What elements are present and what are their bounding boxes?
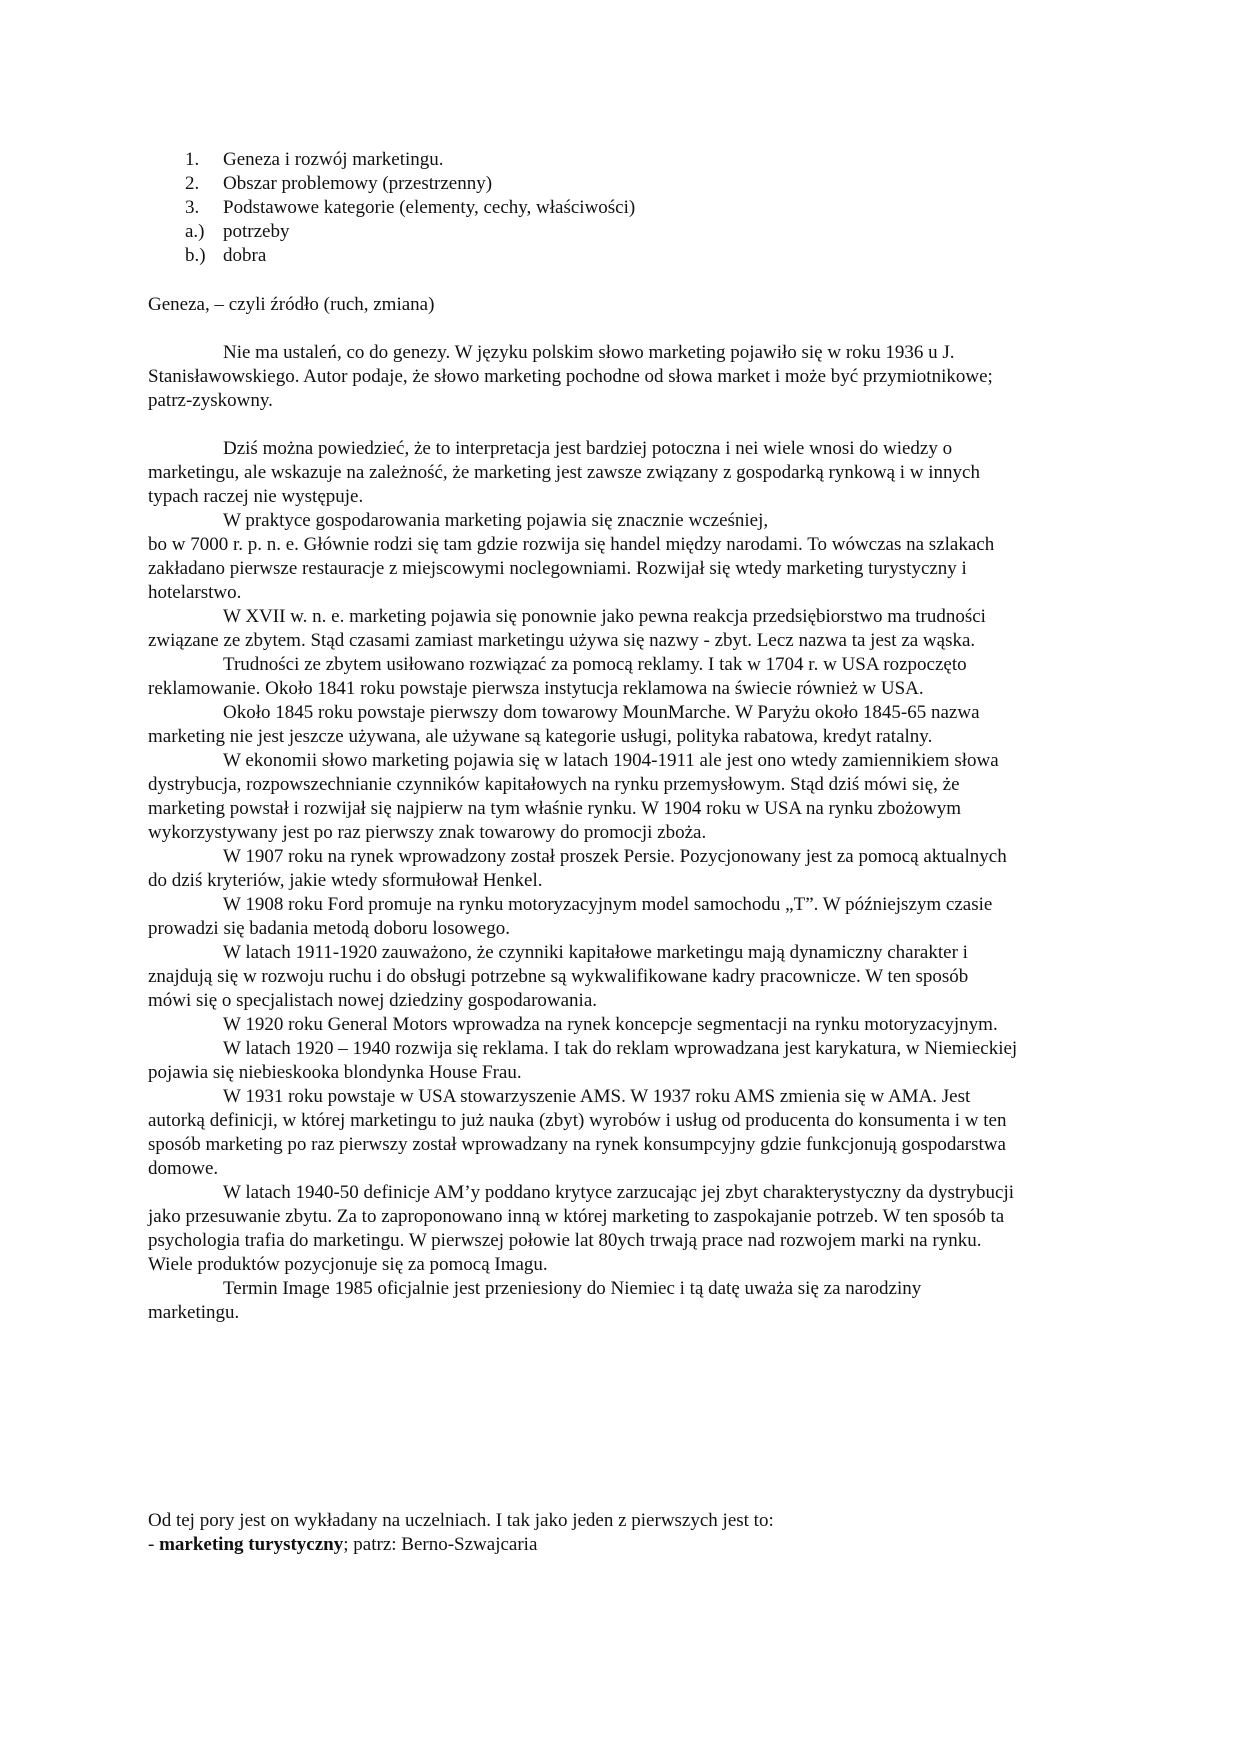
paragraph-line: zakładano pierwsze restauracje z miejscowymi noclegowniami. Rozwijał się wtedy marketing turystyczny i [148, 558, 967, 579]
footer-line [148, 1533, 774, 1557]
paragraph-line: Nie ma ustaleń, co do genezy. W języku polskim słowo marketing pojawiło się w roku 1936 u J. [223, 342, 955, 363]
paragraph [148, 341, 1098, 413]
paragraph-line: Trudności ze zbytem usiłowano rozwiązać za pomocą reklamy. I tak w 1704 r. w USA rozpoczęto [223, 654, 967, 675]
paragraph-line: mówi się o specjalistach nowej dziedziny gospodarowania. [148, 990, 598, 1011]
paragraph-line: patrz-zyskowny. [148, 390, 273, 411]
list-item-number: 2. [185, 173, 200, 194]
paragraph [148, 893, 1098, 941]
paragraph-line: W ekonomii słowo marketing pojawia się w latach 1904-1911 ale jest ono wtedy zamiennikiem słowa [223, 750, 999, 771]
paragraph-line: znajdują się w rozwoju ruchu i do obsługi potrzebne są wykwalifikowane kadry pracownicze. W ten sposób [148, 966, 969, 987]
paragraph-line: typach raczej nie występuje. [148, 486, 364, 507]
footer-text [148, 1509, 774, 1557]
paragraph-line: marketingu. [148, 1302, 240, 1323]
body-text [148, 341, 1098, 1325]
paragraph [148, 653, 1098, 701]
bold-term: marketing turystyczny [159, 1534, 344, 1555]
list-item-text: Geneza i rozwój marketingu. [223, 149, 444, 170]
paragraph-line: prowadzi się badania metodą doboru losowego. [148, 918, 510, 939]
paragraph-line: domowe. [148, 1158, 219, 1179]
paragraph [148, 845, 1098, 893]
list-item-text: dobra [223, 245, 267, 266]
paragraph-line: reklamowanie. Około 1841 roku powstaje pierwsza instytucja reklamowa na świecie również w USA. [148, 678, 924, 699]
paragraph-line: Stanisławowskiego. Autor podaje, że słowo marketing pochodne od słowa market i może być przymiotnikowe; [148, 366, 993, 387]
paragraph-line: pojawia się niebieskooka blondynka House Frau. [148, 1062, 522, 1083]
paragraph-line: związane ze zbytem. Stąd czasami zamiast marketingu używa się nazwy - zbyt. Lecz nazwa ta jest za wąska. [148, 630, 976, 651]
list-item-number: 1. [185, 149, 200, 170]
paragraph-line: W latach 1911-1920 zauważono, że czynniki kapitałowe marketingu mają dynamiczny charakter i [223, 942, 968, 963]
paragraph-line: Dziś można powiedzieć, że to interpretacja jest bardziej potoczna i nei wiele wnosi do wiedzy o [223, 438, 953, 459]
paragraph-line: W 1920 roku General Motors wprowadza na rynek koncepcje segmentacji na rynku motoryzacyjnym. [223, 1014, 998, 1035]
paragraph [148, 437, 1098, 509]
paragraph-line: marketing nie jest jeszcze używana, ale używane są kategorie usługi, polityka rabatowa, kredyt ratalny. [148, 726, 933, 747]
paragraph [148, 701, 1098, 749]
list-item-text: Obszar problemowy (przestrzenny) [223, 173, 493, 194]
list-item-number: b.) [185, 245, 206, 266]
footer-line-rest: ; patrz: Berno-Szwajcaria [343, 1534, 538, 1555]
paragraph [148, 1181, 1098, 1277]
paragraph [148, 1013, 1098, 1037]
list-item-text: Podstawowe kategorie (elementy, cechy, właściwości) [223, 197, 636, 218]
paragraph [148, 941, 1098, 1013]
footer-line: Od tej pory jest on wykładany na uczelniach. I tak jako jeden z pierwszych jest to: [148, 1510, 774, 1531]
paragraph-line: Około 1845 roku powstaje pierwszy dom towarowy MounMarche. W Paryżu około 1845-65 nazwa [223, 702, 980, 723]
list-item-number: a.) [185, 221, 205, 242]
paragraph-line: marketing powstał i rozwijał się najpierw na tym właśnie rynku. W 1904 roku w USA na rynku zbożowym [148, 798, 961, 819]
paragraph-line: W 1931 roku powstaje w USA stowarzyszenie AMS. W 1937 roku AMS zmienia się w AMA. Jest [223, 1086, 971, 1107]
paragraph-line: W 1907 roku na rynek wprowadzony został proszek Persie. Pozycjonowany jest za pomocą aktualnych [223, 846, 1007, 867]
paragraph-line: marketingu, ale wskazuje na zależność, że marketing jest zawsze związany z gospodarką rynkową i w innych [148, 462, 980, 483]
dash: - [148, 1534, 160, 1555]
paragraph [148, 509, 1098, 605]
paragraph-line: hotelarstwo. [148, 582, 242, 603]
paragraph-line: wykorzystywany jest po raz pierwszy znak towarowy do promocji zboża. [148, 822, 707, 843]
paragraph-line: Wiele produktów pozycjonuje się za pomocą Imagu. [148, 1254, 548, 1275]
paragraph [148, 749, 1098, 845]
list-item-text: potrzeby [223, 221, 290, 242]
paragraph-line: autorką definicji, w której marketingu to już nauka (zbyt) wyrobów i usług od producenta do konsumenta i w ten [148, 1110, 1007, 1131]
paragraph-line: W praktyce gospodarowania marketing pojawia się znacznie wcześniej, [223, 510, 769, 531]
section-heading: Geneza, – czyli źródło (ruch, zmiana) [148, 294, 435, 315]
paragraph-line: W latach 1920 – 1940 rozwija się reklama. I tak do reklam wprowadzana jest karykatura, w Niemieckiej [223, 1038, 1018, 1059]
paragraph-line: jako przesuwanie zbytu. Za to zaproponowano inną w której marketing to zaspokajanie potrzeb. W ten sposób ta [148, 1206, 1005, 1227]
paragraph-line: psychologia trafia do marketingu. W pierwszej połowie lat 80ych trwają prace nad rozwojem marki na rynku. [148, 1230, 982, 1251]
list-item-number: 3. [185, 197, 200, 218]
paragraph [148, 1085, 1098, 1181]
paragraph-line: W XVII w. n. e. marketing pojawia się ponownie jako pewna reakcja przedsiębiorstwo ma trudności [223, 606, 986, 627]
paragraph-line: W 1908 roku Ford promuje na rynku motoryzacyjnym model samochodu „T”. W późniejszym czasie [223, 894, 993, 915]
paragraph [148, 1277, 1098, 1325]
paragraph [148, 605, 1098, 653]
paragraph [148, 1037, 1098, 1085]
paragraph-line: dystrybucja, rozpowszechnianie czynników kapitałowych na rynku przemysłowym. Stąd dziś mówi się, że [148, 774, 960, 795]
paragraph-line: bo w 7000 r. p. n. e. Głównie rodzi się tam gdzie rozwija się handel między narodami. To wówczas na szlakach [148, 534, 995, 555]
paragraph-line: Termin Image 1985 oficjalnie jest przeniesiony do Niemiec i tą datę uważa się za narodziny [223, 1278, 922, 1299]
paragraph-line: W latach 1940-50 definicje AM’y poddano krytyce zarzucając jej zbyt charakterystyczny da dystrybucji [223, 1182, 1015, 1203]
paragraph-line: do dziś kryteriów, jakie wtedy sformułował Henkel. [148, 870, 543, 891]
paragraph-line: sposób marketing po raz pierwszy został wprowadzany na rynek konsumpcyjny gdzie funkcjonują gospodarstwa [148, 1134, 1006, 1155]
